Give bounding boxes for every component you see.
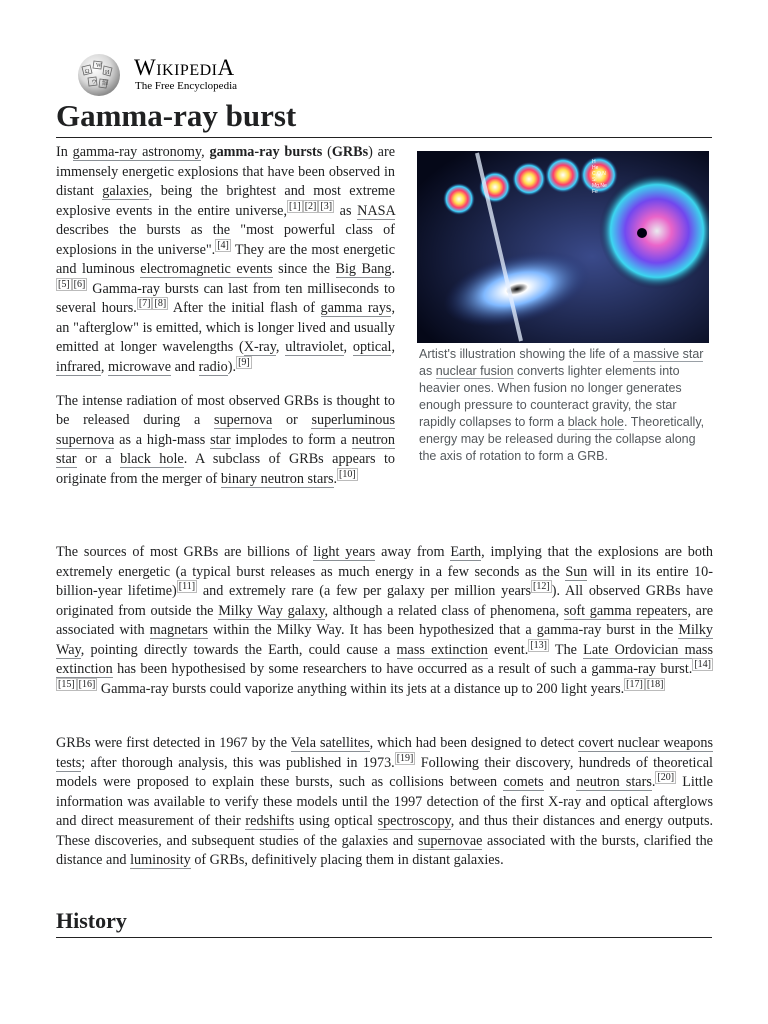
- citation-9[interactable]: [9]: [238, 356, 250, 368]
- link-black-hole[interactable]: black hole: [567, 415, 624, 429]
- link-infrared[interactable]: infrared: [56, 358, 101, 375]
- wikipedia-tagline: The Free Encyclopedia: [135, 80, 238, 92]
- svg-text:И: И: [105, 70, 110, 76]
- link-massive-star[interactable]: massive star: [633, 347, 704, 361]
- link-optical[interactable]: optical: [352, 339, 392, 355]
- link-milky-way[interactable]: Milky Way: [56, 622, 714, 658]
- svg-text:維: 維: [102, 81, 109, 87]
- citation-6[interactable]: [6]: [73, 278, 86, 290]
- link-radio[interactable]: radio: [198, 358, 228, 375]
- link-earth[interactable]: Earth: [450, 544, 482, 560]
- link-luminosity[interactable]: luminosity: [130, 852, 191, 868]
- lead-section: [56, 143, 713, 504]
- citation-15[interactable]: [15]: [58, 678, 75, 690]
- citation-7[interactable]: [7]: [138, 298, 151, 310]
- link-neutron-star[interactable]: neutron star: [56, 431, 395, 467]
- infobox-figure: [417, 151, 713, 465]
- link-milky-way-galaxy[interactable]: Milky Way galaxy: [218, 602, 325, 619]
- link-superluminous-supernova[interactable]: superluminous supernova: [56, 412, 396, 448]
- link-galaxies[interactable]: galaxies: [102, 183, 149, 199]
- link-gamma-rays[interactable]: gamma rays: [320, 300, 392, 316]
- link-microwave[interactable]: microwave: [108, 358, 172, 375]
- link-supernovae[interactable]: supernovae: [417, 832, 483, 849]
- svg-text:Si: Si: [592, 177, 597, 183]
- paragraph-3: The sources of most GRBs are billions of light years away from Earth, implying that the explosions are both extremely energetic (a typical burst releases as much energy in a few seconds as the Sun will in its entire 10-billion-year lifetime) [11] and extremely rare (a few per galaxy per million years [12] ). All observed GRBs have originated from outside the Milky Way galaxy, although a related class of phenomena, soft gamma repeaters, are associated with magnetars within the Milky Way. It has been hypothesized that a gamma-ray burst in the Milky Way, pointing directly towards the Earth, could cause a mass extinction event. [13] The Late Ordovician mass extinction has been hypothesised by some researchers to have occurred as a result of such a gamma-ray burst. [14][15] [16] Gamma-ray bursts could vaporize anything within its jets at a distance up to 200 light years. [17] [18]: [56, 544, 714, 697]
- link-comets[interactable]: comets: [503, 774, 544, 790]
- wikipedia-logo[interactable]: [74, 53, 254, 97]
- link-late-ordovician-mass-extinction[interactable]: Late Ordovician mass extinction: [56, 641, 713, 677]
- svg-text:He: He: [592, 165, 599, 171]
- link-black-hole-text[interactable]: black hole: [120, 451, 184, 467]
- link-supernova[interactable]: supernova: [213, 412, 273, 428]
- citation-19[interactable]: [19]: [396, 752, 414, 764]
- citation-13[interactable]: [13]: [530, 639, 547, 651]
- svg-text:Fe: Fe: [592, 189, 598, 195]
- svg-text:Ω: Ω: [85, 69, 90, 75]
- citation-10[interactable]: [10]: [339, 468, 356, 480]
- paragraph-2: The intense radiation of most observed GRBs is thought to be released during a supernova or superluminous supernova as a high-mass star implodes to form a neutron star or a black hole. A subclass of GRBs appears to originate from the merger of binary neutron stars. [10]: [56, 392, 396, 487]
- link-x-ray[interactable]: X-ray: [243, 339, 276, 355]
- citation-14[interactable]: [14]: [694, 659, 711, 671]
- link-big-bang[interactable]: Big Bang: [335, 261, 392, 277]
- link-nuclear-fusion[interactable]: nuclear fusion: [435, 364, 514, 378]
- citation-1[interactable]: [1]: [289, 200, 301, 212]
- citation-4[interactable]: [4]: [217, 239, 229, 251]
- paragraph-1: In gamma-ray astronomy, gamma-ray bursts (GRBs) are immensely energetic explosions that have been observed in distant galaxies, being the brightest and most extreme explosive events in the entire universe, [1] [2] [3] as NASA describes the bursts as the "most powerful class of explosions in the universe". [4] They are the most energetic and luminous electromagnetic events since the Big Bang.[5] [6] Gamma-ray bursts can last from ten milliseconds to several hours. [7] [8] After the initial flash of gamma rays, an "afterglow" is emitted, which is longer lived and usually emitted at longer wavelengths (X-ray, ultraviolet, optical, infrared, microwave and radio). [9]: [56, 144, 396, 375]
- citation-3[interactable]: [3]: [320, 200, 333, 212]
- link-redshifts[interactable]: redshifts: [245, 813, 295, 829]
- citation-17[interactable]: [17]: [626, 678, 643, 690]
- link-nasa[interactable]: NASA: [357, 202, 395, 219]
- link-gamma-ray-astronomy[interactable]: gamma-ray astronomy: [72, 144, 202, 160]
- link-binary-neutron-stars[interactable]: binary neutron stars: [220, 470, 334, 487]
- citation-5[interactable]: [5]: [58, 278, 70, 290]
- link-vela-satellites[interactable]: Vela satellites: [290, 735, 370, 751]
- citation-16[interactable]: [16]: [78, 678, 96, 690]
- link-covert-nuclear-weapons-tests[interactable]: covert nuclear weapons tests: [56, 735, 714, 771]
- link-magnetars[interactable]: magnetars: [149, 622, 208, 638]
- citation-20[interactable]: [20]: [657, 772, 675, 784]
- citation-11[interactable]: [11]: [178, 581, 196, 593]
- link-star[interactable]: star: [210, 431, 231, 448]
- svg-text:W: W: [96, 63, 102, 69]
- link-neutron-stars[interactable]: neutron stars: [576, 774, 652, 790]
- gamma-ray-burst-illustration[interactable]: [417, 151, 709, 343]
- citation-12[interactable]: [12]: [533, 581, 550, 593]
- wikipedia-globe-icon: [74, 53, 124, 97]
- page-title: Gamma-ray burst: [56, 97, 712, 138]
- link-spectroscopy[interactable]: spectroscopy: [377, 813, 451, 829]
- citation-2[interactable]: [2]: [304, 200, 317, 212]
- link-sun[interactable]: Sun: [565, 563, 588, 580]
- svg-text:Mg,Ne: Mg,Ne: [592, 183, 607, 189]
- link-light-years[interactable]: light years: [313, 544, 376, 560]
- section-heading-history: History: [56, 907, 712, 938]
- figure-caption: Artist's illustration showing the life of a massive star as nuclear fusion converts lighter elements into heavier ones. When fusion no longer generates enough pressure to counteract gravity, the star rapidly collapses to form a black hole. Theoretically, energy may be released during the collapse along the axis of rotation to form a GRB.: [419, 347, 705, 463]
- wikipedia-wordmark: WikipediA: [134, 55, 235, 80]
- link-soft-gamma-repeaters[interactable]: soft gamma repeaters: [563, 602, 688, 619]
- svg-text:C,O,N: C,O,N: [592, 171, 606, 177]
- link-ultraviolet[interactable]: ultraviolet: [285, 339, 344, 355]
- svg-text:H: H: [592, 159, 596, 165]
- citation-18[interactable]: [18]: [646, 678, 664, 690]
- link-electromagnetic-events[interactable]: electromagnetic events: [140, 261, 273, 277]
- paragraph-4: GRBs were first detected in 1967 by the Vela satellites, which had been designed to detect covert nuclear weapons tests; after thorough analysis, this was published in 1973. [19] Following their discovery, hundreds of theoretical models were proposed to explain these bursts, such as collisions between comets and neutron stars. [20] Little information was available to verify these models until the 1997 detection of the first X-ray and optical afterglows and direct measurement of their redshifts using optical spectroscopy, and thus their distances and energy outputs. These discoveries, and subsequent studies of the galaxies and supernovae associated with the bursts, clarified the distance and luminosity of GRBs, definitively placing them in distant galaxies.: [56, 735, 714, 868]
- link-mass-extinction[interactable]: mass extinction: [396, 641, 488, 658]
- svg-text:ウ: ウ: [91, 80, 98, 86]
- citation-8[interactable]: [8]: [154, 298, 167, 310]
